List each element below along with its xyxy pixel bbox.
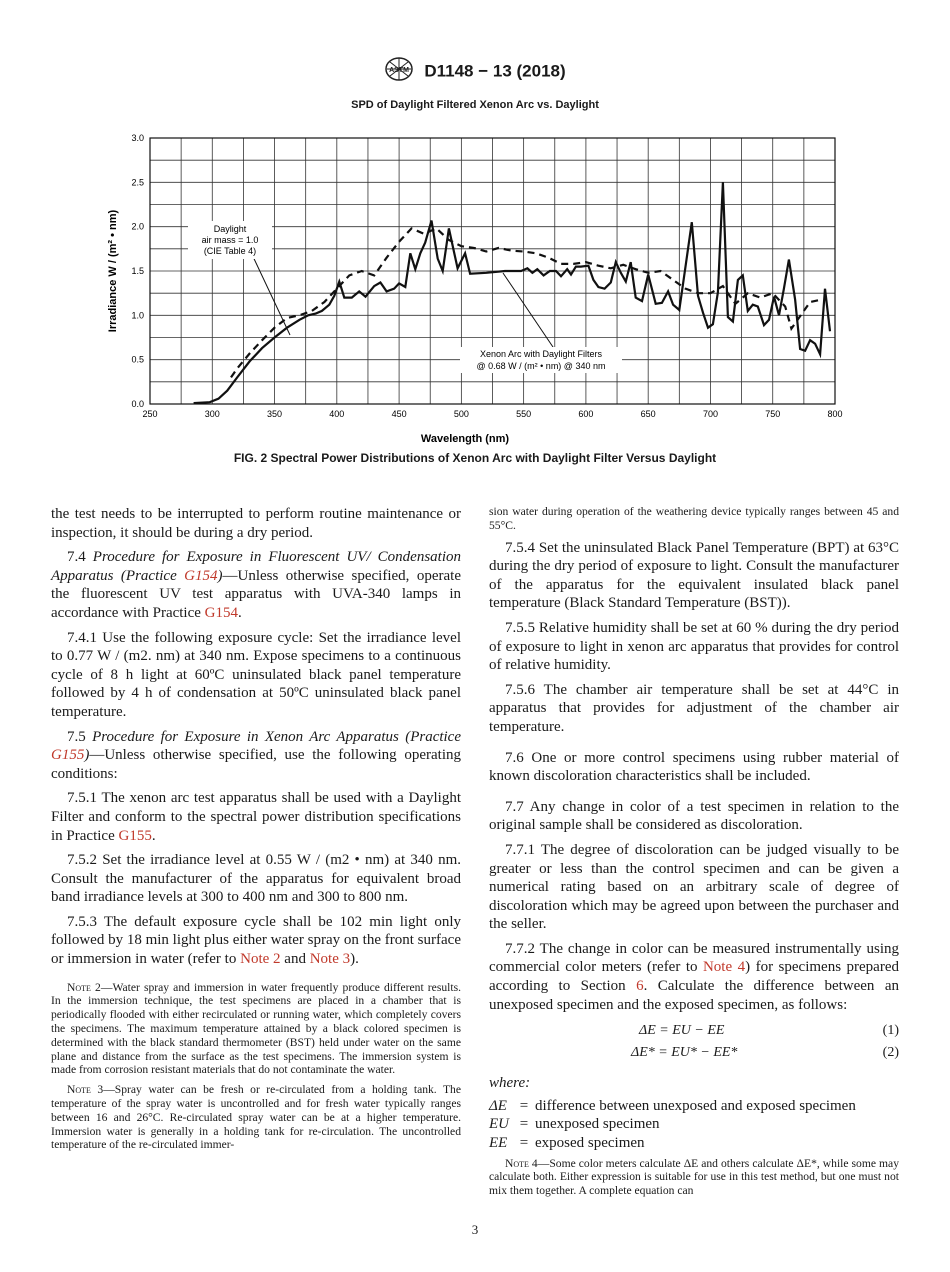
y-tick-label: 0.5: [131, 354, 144, 365]
x-tick-labels: [142, 409, 842, 419]
y-tick-label: 1.5: [131, 266, 144, 276]
link-g154[interactable]: G154: [184, 567, 218, 584]
definitions-table: [489, 1097, 899, 1153]
x-tick-label: 400: [329, 409, 345, 419]
y-tick-label: 3.0: [131, 133, 144, 143]
y-axis-label: Irradiance W / (m² • nm): [107, 209, 119, 333]
page-header: [0, 56, 950, 87]
section-7-6: 7.6 One or more control specimens using rubber material of known discoloration characteristics shall be included.: [489, 749, 899, 785]
definition-row: ΔE = difference between unexposed and exposed specimen: [489, 1097, 856, 1114]
y-tick-label: 2.0: [131, 221, 144, 232]
note-4: Note 4—Some color meters calculate ΔE and others calculate ΔE*, while some may calculate both. Either expression is suitable for use in this test method, but one must not mix them together. A complete equation can: [489, 1156, 899, 1198]
y-tick-label: 2.5: [131, 177, 144, 188]
link-g154-practice[interactable]: G154: [204, 604, 239, 621]
definition-row: EU = unexposed specimen: [489, 1116, 660, 1133]
equation-1-number: (1): [882, 1023, 899, 1039]
annotation-daylight-line3: (CIE Table 4): [203, 246, 257, 256]
x-tick-label: 500: [453, 409, 469, 419]
annotation-xenon-line2: @ 0.68 W / (m² • nm) @ 340 nm: [476, 361, 606, 371]
annotation-leader-xenon: [503, 273, 555, 350]
section-7-5: 7.5 Procedure for Exposure in Xenon Arc Apparatus (Practice G155)—Unless otherwise specified, use the following operating conditions:: [51, 728, 462, 782]
y-tick-labels: [131, 133, 144, 409]
link-section-6[interactable]: 6: [636, 978, 644, 995]
link-note-4[interactable]: Note 4: [702, 959, 746, 976]
x-tick-label: 450: [391, 409, 407, 419]
document-id: D1148 − 13 (2018): [424, 61, 566, 81]
note-3: Note 3—Spray water can be fresh or re-circulated from a holding tank. The temperature of the spray water is uncontrolled and for fresh water typically ranges between 16 and 26°C. Re-circulated spray water can be at a higher temperature. Immersion water is generally in a holding tank for re-circulation. The uncontrolled temperature of the re-circulated immer-: [51, 1083, 461, 1152]
where-label: where:: [489, 1075, 531, 1092]
chart-title: SPD of Daylight Filtered Xenon Arc vs. Daylight: [351, 99, 599, 111]
x-tick-label: 550: [516, 409, 532, 419]
section-7-7-1: 7.7.1 The degree of discoloration can be judged visually to be greater or less than the control specimen and can be given a numerical rating based on an arbitrary scale of degree of discoloration which may be agreed upon between the purchaser and the seller.: [489, 841, 899, 933]
section-7-4: 7.4 Procedure for Exposure in Fluorescent UV/ Condensation Apparatus (Practice G154)—Unless otherwise specified, operate the fluorescent UV test apparatus with UVA-340 lamps in accordance with Practice G154.: [51, 549, 461, 621]
note-3-continued: sion water during operation of the weathering device typically ranges between 45 and 55°C.: [489, 505, 899, 532]
equation-2: [489, 1042, 899, 1064]
annotation-daylight-line1: Daylight: [213, 224, 247, 234]
equation-1-expression: ΔE = EU − EE: [639, 1023, 725, 1039]
equation-2-expression: ΔE* = EU* − EE*: [631, 1045, 738, 1061]
x-tick-label: 600: [578, 409, 594, 419]
astm-logo-icon: [384, 56, 414, 87]
x-tick-label: 250: [142, 409, 158, 419]
definition-row: EE = exposed specimen: [489, 1135, 645, 1152]
link-note-2[interactable]: Note 2: [240, 951, 281, 968]
y-tick-label: 0.0: [131, 399, 144, 409]
section-7-4-1: 7.4.1 Use the following exposure cycle: Set the irradiance level to 0.77 W / (m2. nm) at 340 nm. Expose specimens to a continuous cycle of 8 h light at 60ºC uninsulated black panel temperature followed by 4 h of condensation at 50ºC uninsulated black panel temperature.: [51, 629, 461, 720]
annotation-leader-daylight: [248, 246, 290, 335]
right-column: [489, 505, 899, 1204]
paragraph-continued: the test needs to be interrupted to perform routine maintenance or inspection, it should be during a dry period.: [51, 506, 461, 541]
y-tick-label: 1.0: [131, 310, 144, 321]
spd-chart: [100, 125, 860, 445]
section-7-5-4: 7.5.4 Set the uninsulated Black Panel Temperature (BPT) at 63°C during the dry period of exposure to light. Consult the manufacturer of the apparatus for the equivalent insulated black panel temperature (Black Standard Temperature (BST)).: [489, 539, 899, 612]
link-g155[interactable]: G155: [51, 747, 85, 764]
section-7-5-5: 7.5.5 Relative humidity shall be set at 60 % during the dry period of exposure to light in xenon arc apparatus that provides for control of relative humidity.: [489, 619, 899, 674]
equation-2-number: (2): [882, 1045, 899, 1061]
x-tick-label: 650: [640, 409, 656, 419]
section-7-5-6: 7.5.6 The chamber air temperature shall be set at 44°C in apparatus that provides for adjustment of the chamber air temperature.: [489, 681, 899, 735]
section-7-7-2: 7.7.2 The change in color can be measured instrumentally using commercial color meters (refer to Note 4) for specimens prepared according to Section 6. Calculate the difference between an unexposed specimen and the exposed specimen, as follows:: [489, 940, 900, 1013]
section-7-5-1: 7.5.1 The xenon arc test apparatus shall be used with a Daylight Filter and conform to the spectral power distribution specifications in Practice G155.: [51, 790, 461, 844]
section-7-7: 7.7 Any change in color of a test specimen in relation to the original sample shall be considered as discoloration.: [489, 798, 899, 834]
note-2: Note 2—Water spray and immersion in water frequently produce different results. In the immersion technique, the test specimens are placed in a chamber that is periodically flooded with either recirculated or running water, which completely covers the specimens. The maximum temperature attained by a black colored specimen is determined with the black standard thermometer (BST) held under water on the same plane and distance from the surface as the test specimens. The immersion system is made from corrosion resistant materials that do not contaminate the water.: [51, 980, 461, 1077]
x-axis-label: Wavelength (nm): [420, 433, 510, 445]
x-tick-label: 700: [702, 409, 718, 419]
figure-caption: FIG. 2 Spectral Power Distributions of Xenon Arc with Daylight Filter Versus Daylight: [233, 451, 717, 465]
x-tick-label: 750: [765, 409, 781, 419]
annotation-daylight-line2: air mass = 1.0: [201, 235, 259, 245]
page-number: 3: [471, 1222, 479, 1237]
link-g155-practice[interactable]: G155: [118, 827, 152, 844]
x-tick-label: 300: [204, 409, 220, 419]
left-column: [51, 505, 461, 1158]
link-note-3[interactable]: Note 3: [309, 951, 351, 968]
section-7-5-2: 7.5.2 Set the irradiance level at 0.55 W / (m2 • nm) at 340 nm. Consult the manufacturer of the apparatus for equivalent broad band irradiance levels at 300 to 400 nm and 300 to 800 nm.: [51, 852, 461, 906]
section-7-5-3: 7.5.3 The default exposure cycle shall be 102 min light only followed by 18 min light plus either water spray on the front surface or immersion in water (refer to Note 2 and Note 3).: [51, 913, 461, 968]
x-tick-label: 800: [827, 409, 843, 419]
equation-1: [489, 1020, 899, 1042]
logo-text: ASTM: [389, 67, 410, 74]
x-tick-label: 350: [267, 409, 283, 419]
annotation-xenon-line1: Xenon Arc with Daylight Filters: [479, 349, 603, 359]
